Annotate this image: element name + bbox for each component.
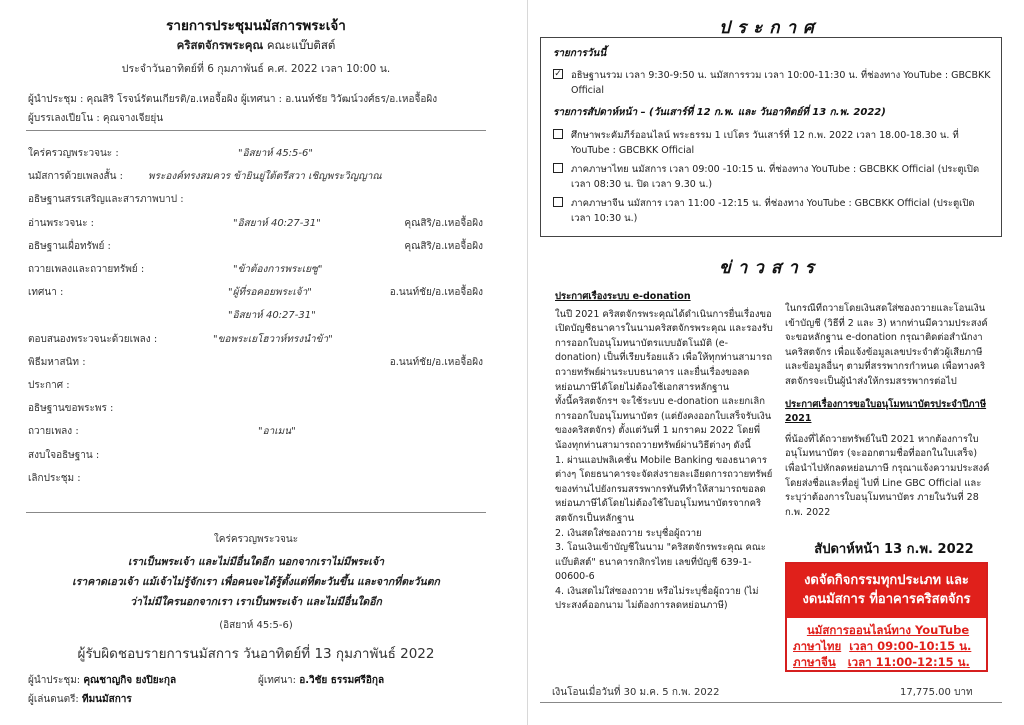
next-item-3: ภาคภาษาจีน นมัสการ เวลา 11:00 -12:15 น. ที่ช่องทาง YouTube : GBCBKK Official (ประตูเปิดเวลา 10:30 น.) [553,197,993,229]
checkbox-empty-icon [553,129,563,139]
order-row [28,192,483,212]
news2-body: พี่น้องที่ได้ถวายทรัพย์ในปี 2021 หากต้องการใบอนุโมทนาบัตร (จะออกตามชื่อที่ออกในใบเสร็จ) เพื่อนำไปหักลดหย่อนภาษี กรุณาแจ้งความประสงค์โดยส่งชื่อและที่อยู่ ไปที่ Line GBC Official และระบุว่าต้องการใบอนุโมทนาบัตร ภายในวันที่ 28 ก.พ. 2022 [785,433,990,518]
meditation-line-2: เราคาดเอวเจ้า แม้เจ้าไม่รู้จักเรา เพื่อคนจะได้รู้ตั้งแต่ที่ตะวันขึ้น และจากที่ตะวันตก [72,576,440,588]
meditation-line-1: เราเป็นพระเจ้า และไม่มีอื่นใดอีก นอกจากเราไม่มีพระเจ้า [127,556,385,568]
today-label: รายการวันนี้ [553,48,607,59]
order-label: อ่านพระวจนะ : [28,217,95,229]
order-person: อ.นนท์ชัย/อ.เหอจื้อผิง [389,356,483,368]
red-notice-box [785,562,988,672]
order-row [28,239,483,259]
meditation-reference: (อิสยาห์ 45:5-6) [219,620,293,631]
news-heading: ข่าวสาร [719,258,821,278]
service-date: ประจำวันอาทิตย์ที่ 6 กุมภาพันธ์ ค.ศ. 2022 เวลา 10:00 น. [121,63,391,75]
order-label: เทศนา : [28,287,64,299]
today-item: ✓ อธิษฐานรวม เวลา 9:30-9:50 น. นมัสการรวม เวลา 10:00-11:30 น. ที่ช่องทาง YouTube : GBCBKK Official [554,69,991,96]
red-notice-banner [787,564,986,618]
order-row [28,355,483,375]
next-musician: ผู้เล่นดนตรี: ทีมนมัสการ [28,694,132,705]
order-label: นมัสการด้วยเพลงสั้น : [28,171,124,183]
order-label: สงบใจอธิษฐาน : [28,449,100,461]
offering-rule [540,702,1002,703]
news-column-2 [785,302,995,532]
order-label: ถวายเพลงและถวายทรัพย์ : [28,264,145,275]
next-preacher: ผู้เทศนา: อ.วิชัย ธรรมศรีอิกุล [258,675,385,686]
offering-label: เงินโอนเมื่อวันที่ 30 ม.ค. 5 ก.พ. 2022 [552,687,720,698]
order-label: อธิษฐานสรรเสริญและสารภาพบาป : [28,194,184,206]
church-name [0,37,512,55]
checkbox-checked-icon: ✓ [554,69,562,79]
next-week-title: สัปดาห์หน้า 13 ก.พ. 2022 [814,542,974,557]
news-column-1 [555,290,773,670]
order-row [28,424,483,444]
order-label: ถวายเพลง : [28,426,79,438]
news1-para-1: ในปี 2021 คริสตจักรพระคุณได้ดำเนินการยื่นเรื่องขอเปิดบัญชีธนาคารในนามคริสตจักรพระคุณ และรองรับการออกใบอนุโมทนาบัตรแบบอัตโนมัติ (e-donation) เป็นที่เรียบร้อยแล้ว เพื่อให้ทุกท่านสามารถถวายทรัพย์ผ่านระบบธนาคาร และยื่นเรื่องขอลดหย่อนภาษีได้โดยไม่ต้องใช้เอกสารหลักฐาน [555,308,773,393]
church-name-rest: คณะแบ๊บติสต์ [263,38,336,52]
order-label: ประกาศ : [28,380,70,391]
order-row [28,401,483,421]
order-item: "ผู้ที่รอคอยพระเจ้า" [228,287,312,299]
news1-para-5: 3. โอนเงินเข้าบัญชีในนาม "คริสตจักรพระคุณ คณะแบ๊บติสต์" ธนาคารกสิกรไทย เลขที่บัญชี 639-1-00600-6 [555,542,766,583]
news1-para-2: ทั้งนี้คริสตจักรฯ จะใช้ระบบ e-donation และยกเลิกการออกใบอนุโมทนาบัตร (แต่ยังคงออกใบเสร็จรับเงินของคริสตจักร) ตั้งแต่วันที่ 1 มกราคม 2022 โดยพี่น้องทุกท่านสามารถถวายทรัพย์ผ่านวิธีต่างๆ ดังนี้ [555,396,772,451]
offering-amount: 17,775.00 บาท [900,687,973,698]
next-service-heading: ผู้รับผิดชอบรายการนมัสการ วันอาทิตย์ที่ 13 กุมภาพันธ์ 2022 [77,646,435,662]
divider-bottom [26,512,486,513]
church-name-bold: คริสตจักรพระคุณ [176,38,264,52]
news1-para-3: 1. ผ่านแอปพลิเคชั่น Mobile Banking ของธนาคารต่างๆ โดยธนาคารจะจัดส่งรายละเอียดการถวายทรัพย์ของท่านไปยังกรมสรรพากรทันทีทำให้สามารถขอลดหย่อนภาษีได้โดยไม่ต้องใช้ใบอนุโมทนาบัตรจากคริสตจักรเป็นหลักฐาน [555,454,773,524]
next-item-2: ภาคภาษาไทย นมัสการ เวลา 09:00 -10:15 น. ที่ช่องทาง YouTube : GBCBKK Official (ประตูเปิดเวลา 08:30 น. ปิด เวลา 9.30 น.) [553,163,993,195]
next-week-label: รายการสัปดาห์หน้า – (วันเสาร์ที่ 12 ก.พ. และ วันอาทิตย์ที่ 13 ก.พ. 2022) [553,107,886,118]
order-row [28,471,483,491]
red-notice-line-2: งดนมัสการ ที่อาคารคริสตจักร [802,592,971,607]
checkbox-empty-icon [553,197,563,207]
order-item: "ขอพระเยโฮวาห์ทรงนำข้า" [213,333,333,345]
musician-line: ผู้บรรเลงเปียโน : คุณจางเจียยุ่น [28,113,164,124]
order-row [28,285,483,305]
leaders-line: ผู้นำประชุม : คุณสิริ โรจน์รัตนเกียรติ/อ.เหอจื้อผิง ผู้เทศนา : อ.นนท์ชัย วิวัฒน์วงศ์ธร/อ.เหอจื้อผิง [28,94,438,105]
order-row [28,146,483,166]
meditation-line-3: ว่าไม่มีใครนอกจากเรา เราเป็นพระเจ้า และไม่มีอื่นใดอีก [130,596,382,608]
news1-title: ประกาศเรื่องระบบ e-donation [555,291,691,302]
announcement-heading: ประกาศ [719,18,821,38]
order-label: ตอบสนองพระวจนะด้วยเพลง : [28,333,158,345]
checkbox-empty-icon [553,163,563,173]
order-label: พิธีมหาสนิท : [28,356,86,368]
order-label: ใคร่ครวญพระวจนะ : [28,148,119,159]
page-fold [527,0,528,725]
order-row [28,169,483,189]
order-row [28,308,483,328]
red-notice-line-1: งดจัดกิจกรรมทุกประเภท และ [804,573,969,588]
red-thai: ภาษาไทย เวลา 09:00-10:15 น. [793,639,972,653]
announcement-box [540,37,1002,237]
red-online: นมัสการออนไลน์ทาง YouTube [806,623,970,637]
order-row [28,378,483,398]
red-chinese: ภาษาจีน เวลา 11:00-12:15 น. [793,655,970,669]
order-row [28,262,483,282]
news2-title: ประกาศเรื่องการขอใบอนุโมทนาบัตรประจำปีภาษี 2021 [785,398,987,425]
order-item: พระองค์ทรงสมควร ข้ายินยู่ใต้ตรีสวา เชิญพระวิญญาณ [148,171,382,183]
order-row [28,448,483,468]
order-row [28,332,483,352]
order-row [28,216,483,236]
order-person: คุณสิริ/อ.เหอจื้อผิง [404,217,483,229]
news1-para-4: 2. เงินสดใส่ซองถวาย ระบุชื่อผู้ถวาย [555,527,702,539]
order-label: อธิษฐานขอพระพร : [28,403,114,415]
news1-continued: ในกรณีที่ถวายโดยเงินสดใส่ซองถวายและโอนเงินเข้าบัญชี (วิธีที่ 2 และ 3) หากท่านมีความประสงค์จะขอหลักฐาน e-donation กรุณาติดต่อสำนักงานคริสตจักร เพื่อแจ้งข้อมูลเลขประจำตัวผู้เสียภาษีและข้อมูลอื่นๆ ตามที่สรรพากรกำหนด เพื่อทางคริสตจักรจะเป็นผู้นำส่งให้กรมสรรพากรต่อไป [785,303,988,387]
order-label: อธิษฐานเผื่อทรัพย์ : [28,240,111,252]
next-item-1: ศึกษาพระคัมภีร์ออนไลน์ พระธรรม 1 เปโตร วันเสาร์ที่ 12 ก.พ. 2022 เวลา 18.00-18.30 น. ที่ YouTube : GBCBKK Official [553,129,993,161]
next-leader: ผู้นำประชุม: คุณชาญกิจ ยงปิยะกุล [28,675,177,686]
service-title: รายการประชุมนมัสการพระเจ้า [166,18,346,34]
news1-para-6: 4. เงินสดไม่ใส่ซองถวาย หรือไม่ระบุชื่อผู้ถวาย (ไม่ประสงค์ออกนาม ไม่ต้องการลดหย่อนภาษี) [555,585,759,612]
order-item: "อิสยาห์ 40:27-31" [228,310,316,322]
order-item: "ข้าต้องการพระเยซู" [233,264,323,275]
order-person: คุณสิริ/อ.เหอจื้อผิง [404,240,483,252]
order-item: "อาเมน" [258,426,296,438]
order-item: "อิสยาห์ 45:5-6" [238,148,313,159]
divider-top [26,130,486,131]
order-label: เลิกประชุม : [28,472,81,484]
order-item: "อิสยาห์ 40:27-31" [233,217,321,229]
meditation-heading: ใคร่ครวญพระวจนะ [213,534,299,545]
order-person: อ.นนท์ชัย/อ.เหอจื้อผิง [389,287,483,299]
